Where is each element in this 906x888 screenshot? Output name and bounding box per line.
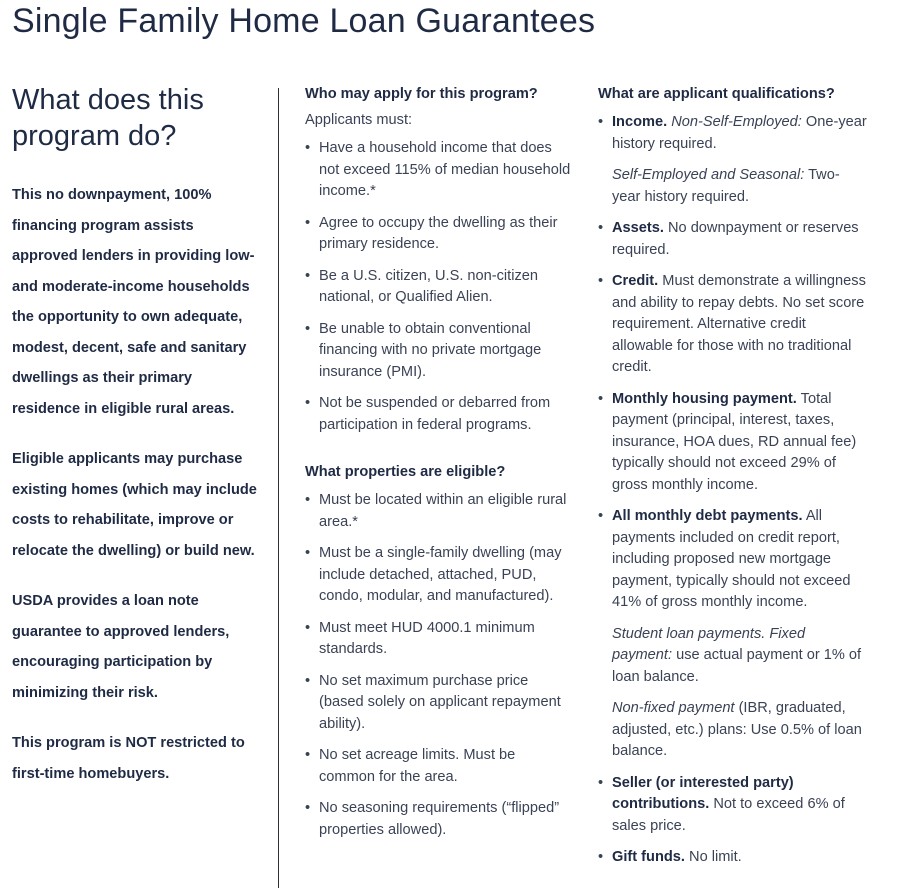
debt-label: All monthly debt payments. [612, 508, 803, 524]
gift-label: Gift funds. [612, 849, 685, 865]
list-item: • Agree to occupy the dwelling as their primary residence. [305, 213, 575, 256]
housing-text: Total payment (principal, interest, taxes, insurance, HOA dues, RD annual fee) typically should not exceed 29% of gross monthly income. [612, 390, 857, 493]
student-fixed-block [612, 624, 868, 689]
program-summary-column [12, 82, 262, 809]
income-label: Income. [612, 114, 668, 130]
list-item: • No set acreage limits. Must be common for the area. [305, 745, 575, 788]
qualification-income [598, 112, 868, 208]
list-item: • Must meet HUD 4000.1 minimum standards. [305, 618, 575, 661]
column-divider [278, 88, 279, 888]
list-item: • Must be located within an eligible rural area.* [305, 490, 575, 533]
student-fixed-label: Student loan payments. Fixed payment: [612, 625, 806, 663]
summary-paragraph: This no downpayment, 100% financing program assists approved lenders in providing low- and moderate-income households the opportunity to own adequate, modest, decent, safe and sanitary dwellings as their primary residence in eligible rural areas. [12, 187, 255, 417]
income-se-block [612, 165, 868, 208]
qualification-assets [598, 218, 868, 261]
list-item: • No seasoning requirements (“flipped” properties allowed). [305, 798, 575, 841]
list-item: • Must be a single-family dwelling (may include detached, attached, PUD, condo, modular, and manufactured). [305, 543, 575, 608]
qualification-seller-contributions [598, 773, 868, 838]
housing-label: Monthly housing payment. [612, 390, 797, 407]
qualification-gift-funds [598, 847, 868, 869]
assets-label: Assets. [612, 220, 664, 236]
qualification-credit [598, 271, 868, 379]
credit-text: Must demonstrate a willingness and ability to repay debts. No set score requirement. Alternative credit allowable for those with no traditional credit. [612, 273, 866, 375]
qualification-debt-payments [598, 506, 868, 763]
property-requirements-list [305, 490, 575, 841]
gift-text: No limit. [689, 849, 742, 865]
program-question-heading: What does this program do? [12, 84, 204, 152]
who-may-apply-heading: Who may apply for this program? [305, 86, 538, 102]
student-nonfixed-text: (IBR, graduated, adjusted, etc.) plans: Use 0.5% of loan balance. [612, 700, 862, 759]
summary-paragraph: This program is NOT restricted to first-time homebuyers. [12, 735, 245, 782]
eligibility-column [305, 86, 575, 851]
list-item: • Be unable to obtain conventional financing with no private mortgage insurance (PMI). [305, 319, 575, 384]
page-title: Single Family Home Loan Guarantees [12, 2, 596, 40]
credit-label: Credit. [612, 273, 659, 289]
qualification-housing-payment [598, 389, 868, 497]
list-item: • Have a household income that does not exceed 115% of median household income.* [305, 138, 575, 203]
seller-text: Not to exceed 6% of sales price. [612, 796, 845, 834]
student-nonfixed-label: Non-fixed payment [612, 700, 735, 716]
qualifications-list [598, 112, 868, 869]
who-intro: Applicants must: [305, 112, 413, 128]
student-fixed-text: use actual payment or 1% of loan balance. [612, 647, 862, 685]
income-nse-label: Non-Self-Employed: [671, 114, 802, 130]
program-summary-text [12, 180, 262, 789]
applicant-requirements-list [305, 138, 575, 436]
summary-paragraph: Eligible applicants may purchase existing homes (which may include costs to rehabilitate, improve or relocate the dwelling) or build new. [12, 451, 257, 559]
debt-text: All payments included on credit report, including proposed new mortgage payment, typically should not exceed 41% of gross monthly income. [612, 508, 851, 610]
summary-paragraph: USDA provides a loan note guarantee to approved lenders, encouraging participation by minimizing their risk. [12, 593, 230, 701]
list-item: • No set maximum purchase price (based solely on applicant repayment ability). [305, 671, 575, 736]
eligible-properties-heading: What properties are eligible? [305, 464, 506, 480]
income-nse-text: One-year history required. [612, 114, 867, 152]
assets-text: No downpayment or reserves required. [612, 220, 859, 258]
income-se-label: Self-Employed and Seasonal: [612, 167, 805, 183]
list-item: • Be a U.S. citizen, U.S. non-citizen national, or Qualified Alien. [305, 266, 575, 309]
income-se-text: Two-year history required. [612, 167, 840, 205]
student-nonfixed-block [612, 698, 868, 763]
seller-label: Seller (or interested party) contributions. [612, 774, 794, 812]
qualifications-column [598, 86, 868, 879]
qualifications-heading: What are applicant qualifications? [598, 86, 835, 102]
list-item: • Not be suspended or debarred from participation in federal programs. [305, 393, 575, 436]
